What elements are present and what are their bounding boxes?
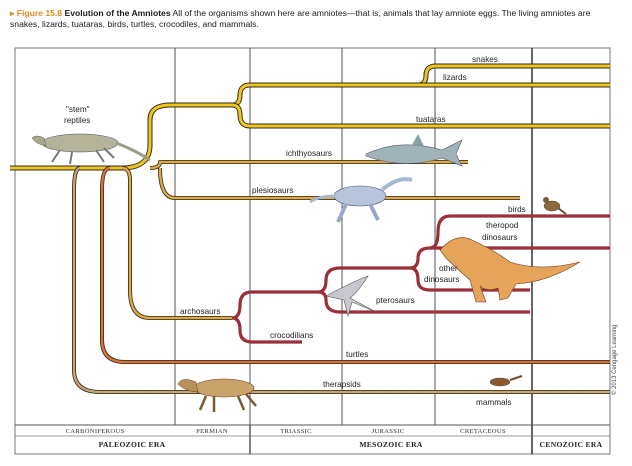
label-theropod-line2: dinosaurs [482,233,518,242]
archosaur-branches [232,216,610,342]
label-pterosaurs: pterosaurs [376,296,415,305]
label-lizards: lizards [443,73,467,82]
stem-reptile-illustration [32,134,150,164]
label-therapsids: therapsids [323,380,361,389]
label-stem-reptiles-line1: "stem" [66,105,90,114]
label-snakes: snakes [472,55,498,64]
bird-illustration [543,197,566,214]
mammal-illustration [490,376,522,386]
therapsid-illustration [178,379,256,412]
label-archosaurs: archosaurs [180,307,221,316]
period-permian: PERMIAN [196,428,228,435]
label-other-dinosaurs-line2: dinosaurs [424,275,460,284]
period-jurassic: JURASSIC [371,428,405,435]
period-triassic: TRIASSIC [280,428,312,435]
era-cenozoic: CENOZOIC ERA [539,440,603,449]
period-carboniferous: CARBONIFEROUS [65,428,125,435]
plesiosaur-illustration [310,179,412,222]
label-birds: birds [508,205,526,214]
copyright-credit: © 2013 Cengage Learning [612,324,618,395]
figure-number: ▸ Figure 15.8 [10,8,63,18]
era-mesozoic: MESOZOIC ERA [359,440,423,449]
label-theropod-line1: theropod [486,221,519,230]
label-stem-reptiles-line2: reptiles [64,116,91,125]
label-plesiosaurs: plesiosaurs [252,186,294,195]
figure-title: Evolution of the Amniotes [64,8,171,18]
era-paleozoic: PALEOZOIC ERA [98,440,166,449]
branches [10,66,610,392]
marine-reptile-branches [150,162,520,198]
lineage-labels [64,55,526,407]
period-cretaceous: CRETACEOUS [460,428,506,435]
figure-caption-text: All of the organisms shown here are amniotes—that is, animals that lay amniote eggs. The living amniotes are snakes, lizards, tuataras, birds, turtles, crocodiles, and mammals. [10,8,591,30]
label-mammals: mammals [476,398,512,407]
label-crocodilians: crocodilians [270,331,314,340]
label-other-dinosaurs-line1: other [439,264,458,273]
label-ichthyosaurs: ichthyosaurs [286,149,332,158]
label-tuataras: tuataras [416,115,446,124]
label-turtles: turtles [346,350,369,359]
timescale [66,428,603,449]
